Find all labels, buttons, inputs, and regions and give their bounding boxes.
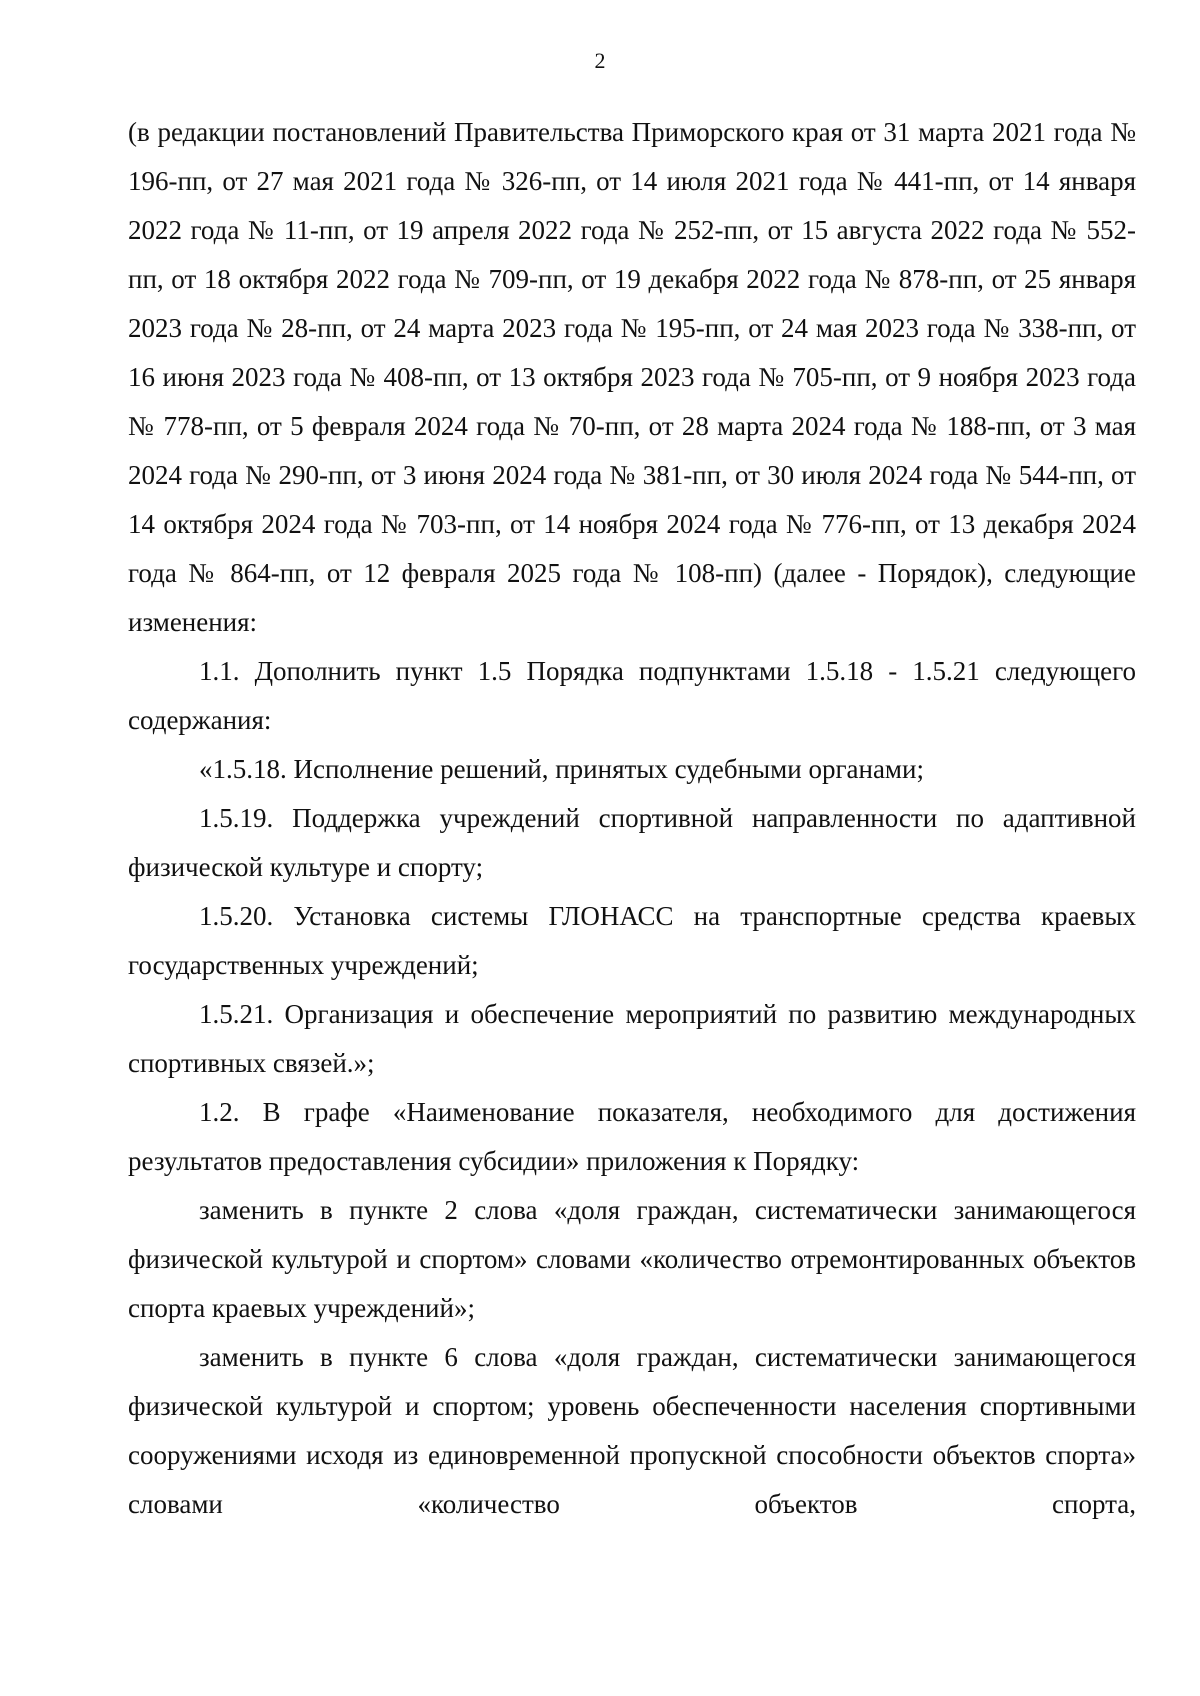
paragraph-amendments-list: (в редакции постановлений Правительства Приморского края от 31 марта 2021 года № 196-пп, от 27 мая 2021 года № 326-пп, от 14 июля 2021 года № 441-пп, от 14 января 2022 года № 11-пп, от 19 апреля 2022 года № 252-пп, от 15 августа 2022 года № 552-пп, от 18 октября 2022 года № 709-пп, от 19 декабря 2022 года № 878-пп, от 25 января 2023 года № 28-пп, от 24 марта 2023 года № 195-пп, от 24 мая 2023 года № 338-пп, от 16 июня 2023 года № 408-пп, от 13 октября 2023 года № 705-пп, от 9 ноября 2023 года № 778-пп, от 5 февраля 2024 года № 70-пп, от 28 марта 2024 года № 188-пп, от 3 мая 2024 года № 290-пп, от 3 июня 2024 года № 381-пп, от 30 июля 2024 года № 544-пп, от 14 октября 2024 года № 703-пп, от 14 ноября 2024 года № 776-пп, от 13 декабря 2024 года № 864-пп, от 12 февраля 2025 года № 108-пп) (далее - Порядок), следующие изменения: bbox=[128, 117, 1136, 637]
paragraph-subitem-1-5-19: 1.5.19. Поддержка учреждений спортивной направленности по адаптивной физической культуре и спорту; bbox=[128, 803, 1136, 882]
paragraph-subitem-1-5-21: 1.5.21. Организация и обеспечение мероприятий по развитию международных спортивных связей.»; bbox=[128, 999, 1136, 1078]
page-number: 2 bbox=[594, 48, 606, 73]
paragraph-subitem-1-5-20: 1.5.20. Установка системы ГЛОНАСС на транспортные средства краевых государственных учреждений; bbox=[128, 901, 1136, 980]
paragraph-item-1-2: 1.2. В графе «Наименование показателя, необходимого для достижения результатов предоставления субсидии» приложения к Порядку: bbox=[128, 1097, 1136, 1176]
paragraph-subitem-1-5-18: «1.5.18. Исполнение решений, принятых судебными органами; bbox=[199, 754, 924, 784]
paragraph-item-1-1: 1.1. Дополнить пункт 1.5 Порядка подпунктами 1.5.18 - 1.5.21 следующего содержания: bbox=[128, 656, 1136, 735]
paragraph-replace-point-2: заменить в пункте 2 слова «доля граждан, систематически занимающегося физической культурой и спортом» словами «количество отремонтированных объектов спорта краевых учреждений»; bbox=[128, 1195, 1136, 1323]
document-body bbox=[128, 108, 1136, 1529]
paragraph-replace-point-6: заменить в пункте 6 слова «доля граждан, систематически занимающегося физической культурой и спортом; уровень обеспеченности населения спортивными сооружениями исходя из единовременной пропускной способности объектов спорта» словами «количество объектов спорта, bbox=[128, 1342, 1136, 1519]
